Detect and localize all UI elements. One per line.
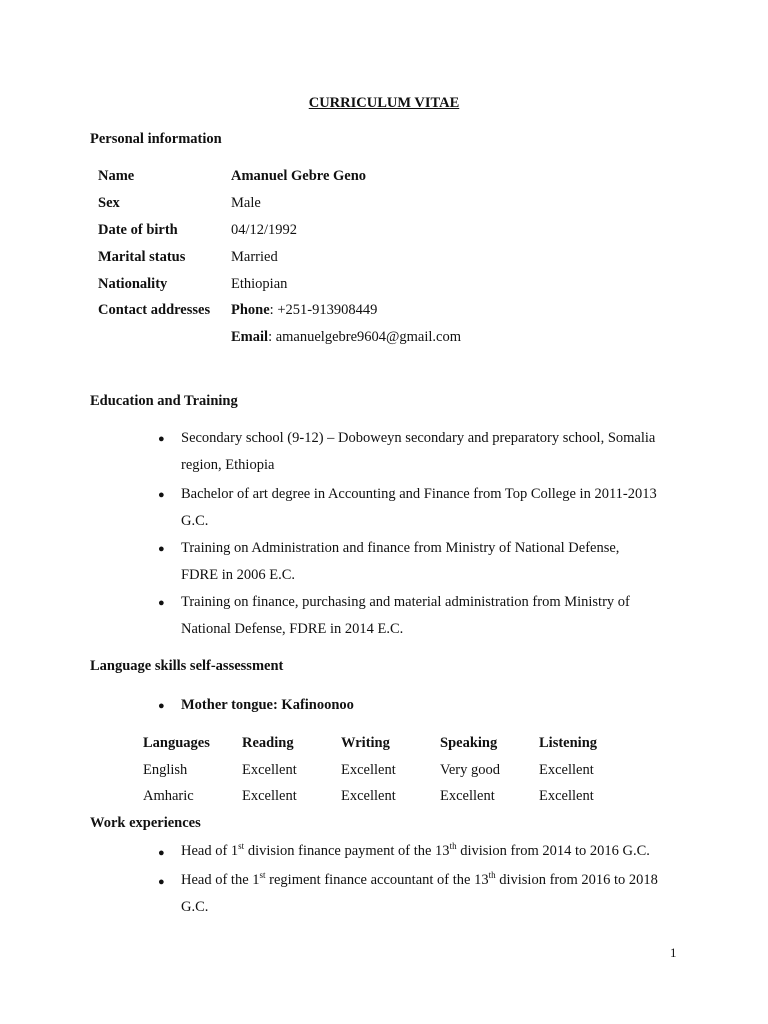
bullet-icon: ● bbox=[158, 433, 165, 445]
work-heading: Work experiences bbox=[90, 815, 201, 831]
dob-value: 04/12/1992 bbox=[231, 222, 298, 238]
bullet-icon: ● bbox=[158, 847, 165, 859]
work-item-continuation: G.C. bbox=[181, 899, 209, 915]
sex-value: Male bbox=[231, 195, 261, 211]
table-cell: Excellent bbox=[539, 762, 594, 778]
name-label: Name bbox=[98, 168, 135, 184]
contact-label: Contact addresses bbox=[98, 302, 211, 318]
bullet-icon: ● bbox=[158, 543, 165, 555]
table-header-speaking: Speaking bbox=[440, 735, 498, 751]
phone-line bbox=[231, 301, 377, 319]
name-value: Amanuel Gebre Geno bbox=[231, 168, 367, 184]
work-item: Head of 1st division finance payment of the 13th division from 2014 to 2016 G.C. bbox=[181, 841, 650, 859]
table-cell: Excellent bbox=[440, 788, 495, 804]
bullet-icon: ● bbox=[158, 597, 165, 609]
sex-label: Sex bbox=[98, 195, 120, 211]
bullet-icon: ● bbox=[158, 700, 165, 712]
education-item: Training on Administration and finance from Ministry of National Defense, FDRE in 2006 E.C. bbox=[181, 540, 620, 583]
table-header-writing: Writing bbox=[341, 735, 390, 751]
email-label: Email bbox=[231, 329, 269, 345]
email-value: : amanuelgebre9604@gmail.com bbox=[268, 329, 461, 345]
mother-tongue: Mother tongue: Kafinoonoo bbox=[181, 697, 354, 713]
page-number: 1 bbox=[670, 945, 677, 960]
table-cell: Excellent bbox=[341, 762, 396, 778]
marital-status-label: Marital status bbox=[98, 249, 186, 265]
table-cell: Excellent bbox=[539, 788, 594, 804]
education-item: Training on finance, purchasing and material administration from Ministry of National Defense, FDRE in 2014 E.C. bbox=[181, 594, 630, 637]
email-line bbox=[231, 328, 461, 346]
table-cell: Amharic bbox=[143, 788, 194, 804]
personal-info-heading: Personal information bbox=[90, 131, 222, 147]
education-heading: Education and Training bbox=[90, 393, 238, 409]
table-cell: Excellent bbox=[242, 762, 297, 778]
bullet-icon: ● bbox=[158, 489, 165, 501]
work-item: Head of the 1st regiment finance accountant of the 13th division from 2016 to 2018 bbox=[181, 870, 658, 888]
bullet-icon: ● bbox=[158, 876, 165, 888]
education-item: Bachelor of art degree in Accounting and Finance from Top College in 2011-2013 G.C. bbox=[181, 486, 657, 529]
table-header-languages: Languages bbox=[143, 735, 210, 751]
language-heading: Language skills self-assessment bbox=[90, 658, 284, 674]
document-title: CURRICULUM VITAE bbox=[308, 95, 460, 111]
table-header-listening: Listening bbox=[539, 735, 598, 751]
nationality-value: Ethiopian bbox=[231, 276, 288, 292]
phone-value: : +251-913908449 bbox=[269, 302, 378, 318]
phone-label: Phone bbox=[231, 302, 270, 318]
table-cell: Excellent bbox=[242, 788, 297, 804]
dob-label: Date of birth bbox=[98, 222, 178, 238]
marital-status-value: Married bbox=[231, 249, 278, 265]
table-cell: Very good bbox=[440, 762, 501, 778]
table-cell: English bbox=[143, 762, 188, 778]
education-item: Secondary school (9-12) – Doboweyn secondary and preparatory school, Somalia region, Ethiopia bbox=[181, 430, 656, 473]
table-cell: Excellent bbox=[341, 788, 396, 804]
nationality-label: Nationality bbox=[98, 276, 168, 292]
table-header-reading: Reading bbox=[242, 735, 294, 751]
